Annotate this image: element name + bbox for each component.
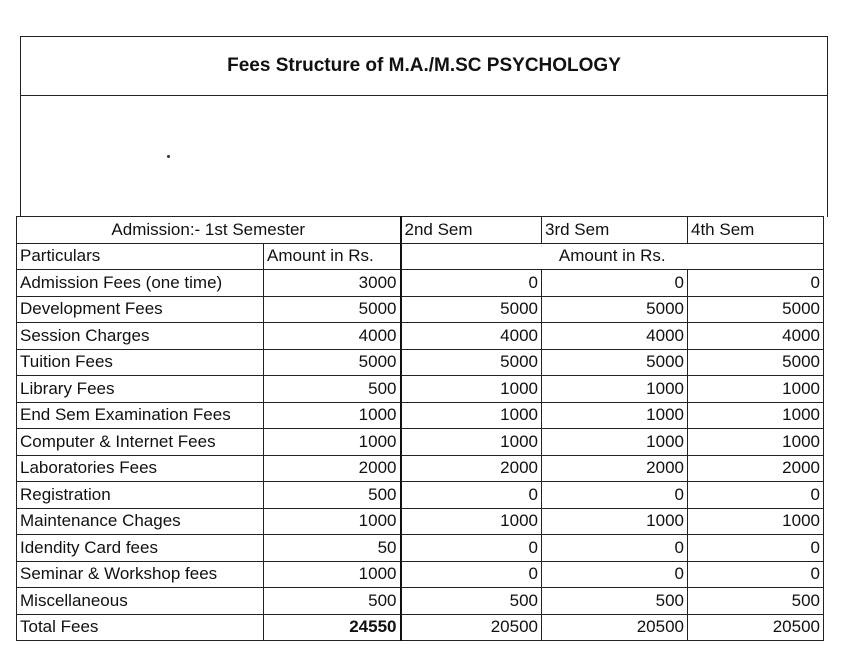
document-title [20,36,828,96]
amount-sem1: 1000 [264,429,401,456]
amount-sem2: 0 [401,561,542,588]
scan-speck [167,155,170,158]
amount-sem2: 0 [401,482,542,509]
header-admission: Admission:- 1st Semester [17,217,401,244]
row-label: Idendity Card fees [17,535,264,562]
table-row [17,429,824,456]
amount-sem1: 3000 [264,270,401,297]
amount-sem2: 1000 [401,429,542,456]
table-row [17,349,824,376]
table-row [17,508,824,535]
amount-sem1: 1000 [264,561,401,588]
amount-sem4: 0 [688,561,824,588]
row-label: End Sem Examination Fees [17,402,264,429]
amount-sem3: 0 [542,535,688,562]
table-row [17,376,824,403]
header-sem2: 2nd Sem [401,217,542,244]
table-row [17,402,824,429]
amount-sem3: 0 [542,561,688,588]
table-row [17,455,824,482]
amount-sem1: 5000 [264,349,401,376]
amount-sem2: 2000 [401,455,542,482]
total-row [17,614,824,641]
amount-sem3: 0 [542,482,688,509]
header-amount-first: Amount in Rs. [264,243,401,270]
amount-sem2: 1000 [401,402,542,429]
table-row [17,482,824,509]
table-row [17,270,824,297]
amount-sem3: 1000 [542,376,688,403]
total-sem4: 20500 [688,614,824,641]
amount-sem3: 500 [542,588,688,615]
table-row [17,588,824,615]
amount-sem3: 1000 [542,429,688,456]
row-label: Library Fees [17,376,264,403]
amount-sem2: 5000 [401,349,542,376]
amount-sem3: 4000 [542,323,688,350]
header-particulars: Particulars [17,243,264,270]
row-label: Seminar & Workshop fees [17,561,264,588]
title-text: Fees Structure of M.A./M.SC PSYCHOLOGY [227,55,621,76]
table-header-row-2 [17,243,824,270]
table-row [17,561,824,588]
amount-sem4: 2000 [688,455,824,482]
amount-sem1: 1000 [264,508,401,535]
header-amount-rest: Amount in Rs. [401,243,824,270]
row-label: Development Fees [17,296,264,323]
total-sem3: 20500 [542,614,688,641]
amount-sem3: 1000 [542,402,688,429]
amount-sem3: 5000 [542,296,688,323]
row-label: Tuition Fees [17,349,264,376]
amount-sem2: 1000 [401,376,542,403]
amount-sem4: 4000 [688,323,824,350]
amount-sem2: 500 [401,588,542,615]
amount-sem1: 500 [264,588,401,615]
row-label: Laboratories Fees [17,455,264,482]
fee-rows [17,270,824,615]
amount-sem2: 0 [401,270,542,297]
amount-sem2: 4000 [401,323,542,350]
amount-sem3: 1000 [542,508,688,535]
amount-sem2: 5000 [401,296,542,323]
amount-sem3: 2000 [542,455,688,482]
total-label: Total Fees [17,614,264,641]
total-sem2: 20500 [401,614,542,641]
amount-sem4: 1000 [688,508,824,535]
blank-area [20,95,828,217]
header-sem3: 3rd Sem [542,217,688,244]
amount-sem2: 0 [401,535,542,562]
amount-sem4: 1000 [688,402,824,429]
amount-sem4: 1000 [688,376,824,403]
row-label: Admission Fees (one time) [17,270,264,297]
amount-sem4: 1000 [688,429,824,456]
amount-sem4: 0 [688,535,824,562]
amount-sem1: 5000 [264,296,401,323]
row-label: Computer & Internet Fees [17,429,264,456]
table-header-row-1 [17,217,824,244]
amount-sem1: 1000 [264,402,401,429]
amount-sem1: 50 [264,535,401,562]
amount-sem2: 1000 [401,508,542,535]
row-label: Registration [17,482,264,509]
table-row [17,296,824,323]
row-label: Miscellaneous [17,588,264,615]
total-sem1: 24550 [264,614,401,641]
row-label: Maintenance Chages [17,508,264,535]
amount-sem1: 2000 [264,455,401,482]
amount-sem4: 5000 [688,296,824,323]
amount-sem1: 500 [264,376,401,403]
amount-sem4: 0 [688,482,824,509]
table-row [17,323,824,350]
amount-sem4: 500 [688,588,824,615]
amount-sem1: 4000 [264,323,401,350]
amount-sem3: 5000 [542,349,688,376]
table-row [17,535,824,562]
amount-sem1: 500 [264,482,401,509]
amount-sem4: 0 [688,270,824,297]
fees-table [16,216,824,641]
header-sem4: 4th Sem [688,217,824,244]
row-label: Session Charges [17,323,264,350]
amount-sem4: 5000 [688,349,824,376]
amount-sem3: 0 [542,270,688,297]
